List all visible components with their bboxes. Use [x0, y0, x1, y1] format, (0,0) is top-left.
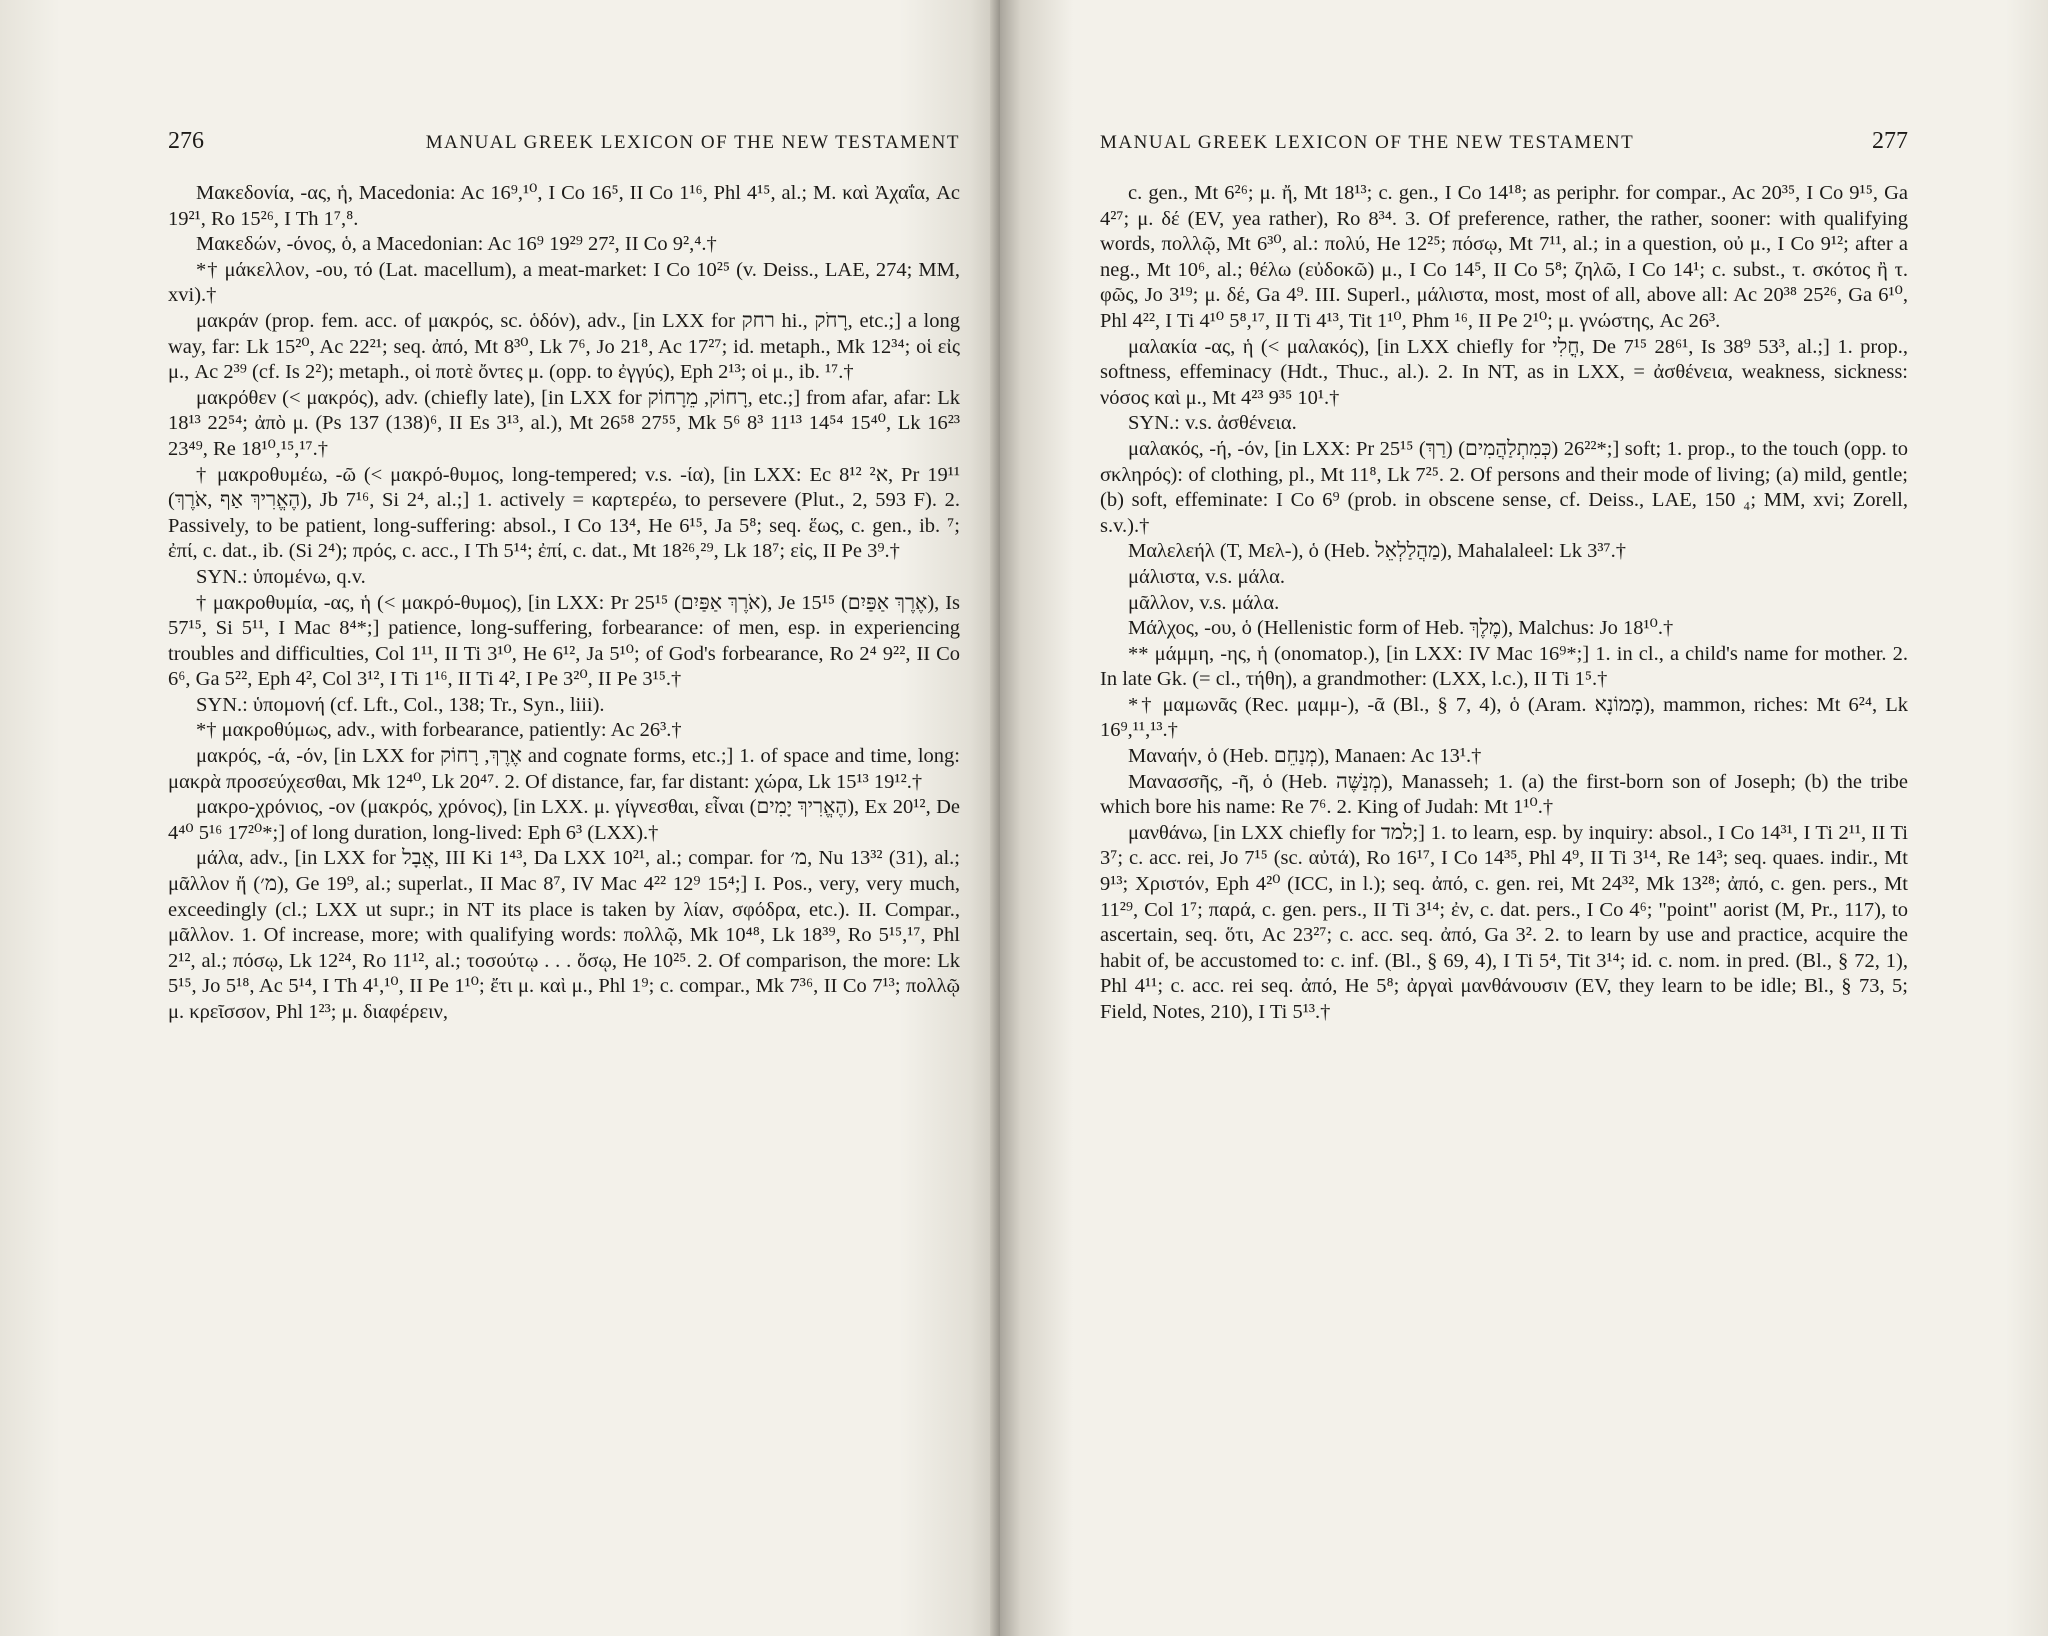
lexicon-entry: *† μαμωνᾶς (Rec. μαμμ-), -ᾶ (Bl., § 7, 4), ὁ (Aram. מָמוֹנָא), mammon, riches: Mt 6²⁴, Lk 16⁹,¹¹,¹³.†: [1100, 693, 1908, 742]
lexicon-entry: Μαλελεήλ (T, Μελ-), ὁ (Heb. מַהֲלַלְאֵל), Mahalaleel: Lk 3³⁷.†: [1128, 540, 1627, 563]
right-page: [1000, 0, 2048, 1636]
lexicon-entry: μάλιστα, v.s. μάλα.: [1128, 565, 1286, 588]
lexicon-entry: † μακροθυμία, -ας, ἡ (< μακρό-θυμος), [in LXX: Pr 25¹⁵ (אֹרֶךְ אַפַּיִם), Je 15¹⁵ (אֶרֶךְ אַפַּיִם), Is 57¹⁵, Si 5¹¹, I Mac 8⁴*;] patience, long-suffering, forbearance: of men, esp. in experiencing troubles and difficulties, Col 1¹¹, II Ti 3¹⁰, He 6¹², Ja 5¹⁰; of God's forbearance, Ro 2⁴ 9²², II Co 6⁶, Ga 5²², Eph 4², Col 3¹², I Ti 1¹⁶, II Ti 4², I Pe 3²⁰, II Pe 3¹⁵.†: [168, 591, 961, 691]
synonym-note: SYN.: ὑπομονή (cf. Lft., Col., 138; Tr., Syn., liii).: [196, 693, 605, 716]
lexicon-entry: μακρο-χρόνιος, -ον (μακρός, χρόνος), [in LXX. μ. γίγνεσθαι, εἶναι (הֶאֱרִיךְ יָמִים), Ex 20¹², De 4⁴⁰ 5¹⁶ 17²⁰*;] of long duration, long-lived: Eph 6³ (LXX).†: [168, 796, 961, 844]
right-lexicon-entries: [1100, 181, 1908, 1026]
running-head-title-right: MANUAL GREEK LEXICON OF THE NEW TESTAMENT: [1100, 132, 1635, 153]
lexicon-entry: ** μάμμη, -ης, ἡ (onomatop.), [in LXX: IV Mac 16⁹*;] 1. in cl., a child's name for mother. 2. In late Gk. (= cl., τήθη), a grandmother: (LXX, l.c.), II Ti 1⁵.†: [1100, 642, 1908, 691]
lexicon-entry: c. gen., Mt 6²⁶; μ. ἤ, Mt 18¹³; c. gen., I Co 14¹⁸; as periphr. for compar., Ac 20³⁵, I Co 9¹⁵, Ga 4²⁷; μ. δέ (EV, yea rather), Ro 8³⁴. 3. Of preference, rather, the rather, sooner: with qualifying words, πολλῷ, Mt 6³⁰, al.: πολύ, He 12²⁵; πόσῳ, Mt 7¹¹, al.; in a question, οὐ μ., I Co 9¹²; after a neg., Mt 10⁶, al.; θέλω (εὐδοκῶ) μ., I Co 14⁵, II Co 5⁸; ζηλῶ, I Co 14¹; c. subst., τ. σκότος ἢ τ. φῶς, Jo 3¹⁹; μ. δέ, Ga 4⁹. III. Superl., μάλιστα, most, most of all, above all: Ac 20³⁸ 25²⁶, Ga 6¹⁰, Phl 4²², I Ti 4¹⁰ 5⁸,¹⁷, II Ti 4¹³, Tit 1¹⁰, Phm ¹⁶, II Pe 2¹⁰; μ. γνώστης, Ac 26³.: [1100, 182, 1908, 332]
lexicon-entry: Μακεδών, -όνος, ὁ, a Macedonian: Ac 16⁹ 19²⁹ 27², II Co 9²,⁴.†: [196, 233, 717, 256]
lexicon-entry: † μακροθυμέω, -ῶ (< μακρό-θυμος, long-tempered; v.s. -ία), [in LXX: Ec 8¹² א², Pr 19¹¹ (הֶאֱרִיךְ אַף ,אֹרֶךְ), Jb 7¹⁶, Si 2⁴, al.;] 1. actively = καρτερέω, to persevere (Plut., 2, 593 F). 2. Passively, to be patient, long-suffering: absol., I Co 13⁴, He 6¹⁵, Ja 5⁸; seq. ἕως, c. gen., ib. ⁷; ἐπί, c. dat., ib. (Si 2⁴); πρός, c. acc., I Th 5¹⁴; ἐπί, c. dat., Mt 18²⁶,²⁹, Lk 18⁷; εἰς, II Pe 3⁹.†: [168, 463, 960, 563]
lexicon-entry: *† μάκελλον, -ου, τό (Lat. macellum), a meat-market: I Co 10²⁵ (v. Deiss., LAE, 274; MM, xvi).†: [168, 258, 960, 307]
lexicon-entry: μακράν (prop. fem. acc. of μακρός, sc. ὁδόν), adv., [in LXX for רחק hi., רָחֹק, etc.;] a long way, far: Lk 15²⁰, Ac 22²¹; seq. ἀπό, Mt 8³⁰, Lk 7⁶, Jo 21⁸, Ac 17²⁷; id. metaph., Mk 12³⁴; οἱ εἰς μ., Ac 2³⁹ (cf. Is 2²); metaph., οἱ ποτὲ ὄντες μ. (opp. to ἐγγύς), Eph 2¹³; οἱ μ., ib. ¹⁷.†: [168, 309, 961, 384]
lexicon-entry: Μαναήν, ὁ (Heb. מְנַחֵם), Manaen: Ac 13¹.†: [1128, 745, 1482, 768]
lexicon-entry: Μακεδονία, -ας, ἡ, Macedonia: Ac 16⁹,¹⁰, I Co 16⁵, II Co 1¹⁶, Phl 4¹⁵, al.; M. καὶ Ἀχαΐα, Ac 19²¹, Ro 15²⁶, I Th 1⁷,⁸.: [168, 182, 960, 230]
left-lexicon-entries: [168, 181, 960, 1026]
running-head-title-left: MANUAL GREEK LEXICON OF THE NEW TESTAMENT: [425, 132, 960, 153]
lexicon-entry: μάλα, adv., [in LXX for אֲבָל, III Ki 1⁴³, Da LXX 10²¹, al.; compar. for מ׳, Nu 13³² (31), al.; μᾶλλον ἤ (מ׳), Ge 19⁹, al.; superlat., II Mac 8⁷, IV Mac 4²² 12⁹ 15⁴;] I. Pos., very, very much, exceedingly (cl.; LXX ut supr.; in NT its place is taken by λίαν, σφόδρα, etc.). II. Compar., μᾶλλον. 1. Of increase, more; with qualifying words: πολλῷ, Mk 10⁴⁸, Lk 18³⁹, Ro 5¹⁵,¹⁷, Phl 2¹², al.; πόσῳ, Lk 12²⁴, Ro 11¹², al.; τοσούτῳ . . . ὅσῳ, He 10²⁵. 2. Of comparison, the more: Lk 5¹⁵, Jo 5¹⁸, Ac 5¹⁴, I Th 4¹,¹⁰, II Pe 1¹⁰; ἔτι μ. καὶ μ., Phl 1⁹; c. compar., Mk 7³⁶, II Co 7¹³; πολλῷ μ. κρεῖσσον, Phl 1²³; μ. διαφέρειν,: [168, 847, 960, 1023]
lexicon-entry: μᾶλλον, v.s. μάλα.: [1128, 591, 1280, 614]
lexicon-entry: μακρός, -ά, -όν, [in LXX for אֶרֶךְ, רָחוֹק and cognate forms, etc.;] 1. of space and time, long: μακρὰ προσεύχεσθαι, Mk 12⁴⁰, Lk 20⁴⁷. 2. Of distance, far, far distant: χώρα, Lk 15¹³ 19¹².†: [168, 745, 960, 793]
left-running-head: [168, 128, 960, 155]
lexicon-entry: μαλακία -ας, ἡ (< μαλακός), [in LXX chiefly for חֳלִי, De 7¹⁵ 28⁶¹, Is 38⁹ 53³, al.;] 1. prop., softness, effeminacy (Hdt., Thuc., al.). 2. In NT, as in LXX, = ἀσθένεια, weakness, sickness: νόσος καὶ μ., Mt 4²³ 9³⁵ 10¹.†: [1100, 335, 1908, 409]
lexicon-entry: μανθάνω, [in LXX chiefly for למד;] 1. to learn, esp. by inquiry: absol., I Co 14³¹, I Ti 2¹¹, II Ti 3⁷; c. acc. rei, Jo 7¹⁵ (sc. αὐτά), Ro 16¹⁷, I Co 14³⁵, Phl 4⁹, II Ti 3¹⁴, Re 14³; seq. quaes. indir., Mt 9¹³; Χριστόν, Eph 4²⁰ (ICC, in l.); seq. ἀπό, c. gen. rei, Mt 24³², Mk 13²⁸; ἀπό, c. gen. pers., Mt 11²⁹, Col 1⁷; παρά, c. gen. pers., II Ti 3¹⁴; ἐν, c. dat. pers., I Co 4⁶; "point" aorist (M, Pr., 117), to ascertain, seq. ὅτι, Ac 23²⁷; c. acc. seq. ἀπό, Ga 3². 2. to learn by use and practice, acquire the habit of, be accustomed to: c. inf. (Bl., § 69, 4), I Ti 5⁴, Tit 3¹⁴; id. c. nom. in pred. (Bl., § 72, 1), Phl 4¹¹; c. acc. rei seq. ἀπό, He 5⁸; ἀργαὶ μανθάνουσιν (EV, they learn to be idle; Bl., § 73, 5; Field, Notes, 210), I Ti 5¹³.†: [1100, 821, 1909, 1023]
lexicon-entry: Μανασσῆς, -ῆ, ὁ (Heb. מְנַשֶּׁה), Manasseh; 1. (a) the first-born son of Joseph; (b) the tribe which bore his name: Re 7⁶. 2. King of Judah: Mt 1¹⁰.†: [1100, 770, 1908, 819]
right-running-head: [1100, 128, 1908, 155]
page-number-left: 276: [168, 128, 204, 154]
lexicon-entry: *† μακροθύμως, adv., with forbearance, patiently: Ac 26³.†: [196, 719, 682, 742]
synonym-note: SYN.: v.s. ἀσθένεια.: [1128, 412, 1297, 435]
page-number-right: 277: [1872, 128, 1908, 154]
left-page: [0, 0, 1000, 1636]
synonym-note: SYN.: ὑπομένω, q.v.: [196, 565, 366, 588]
lexicon-entry: Μάλχος, -ου, ὁ (Hellenistic form of Heb. מֶלֶךְ), Malchus: Jo 18¹⁰.†: [1128, 617, 1674, 640]
lexicon-entry: μαλακός, -ή, -όν, [in LXX: Pr 25¹⁵ (רַךְ) 26²² (כְּמִתְלַהֲמִים)*;] soft; 1. prop., to the touch (opp. to σκληρός): of clothing, pl., Mt 11⁸, Lk 7²⁵. 2. Of persons and their mode of living; (a) mild, gentle; (b) soft, effeminate: I Co 6⁹ (prob. in obscene sense, cf. Deiss., LAE, 150 ₄; MM, xvi; Zorell, s.v.).†: [1100, 437, 1909, 537]
lexicon-entry: μακρόθεν (< μακρός), adv. (chiefly late), [in LXX for רָחוֹק, מֵרָחוֹק, etc.;] from afar, afar: Lk 18¹³ 22⁵⁴; ἀπὸ μ. (Ps 137 (138)⁶, II Es 3¹³, al.), Mt 26⁵⁸ 27⁵⁵, Mk 5⁶ 8³ 11¹³ 14⁵⁴ 15⁴⁰, Lk 16²³ 23⁴⁹, Re 18¹⁰,¹⁵,¹⁷.†: [168, 386, 960, 460]
